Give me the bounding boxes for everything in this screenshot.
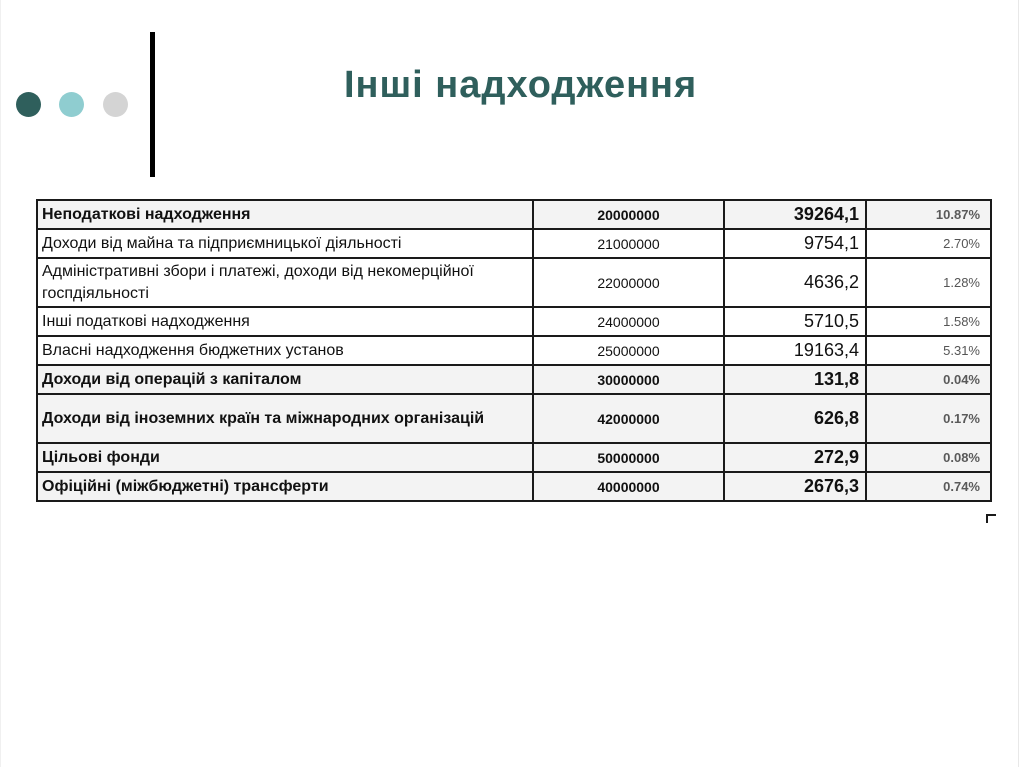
row-name: Адміністративні збори і платежі, доходи від некомерційної госпдіяльності — [37, 258, 533, 307]
gray-dot-icon — [103, 92, 128, 117]
page-title: Інші надходження — [344, 64, 698, 106]
row-code: 25000000 — [533, 336, 724, 365]
row-value: 131,8 — [724, 365, 866, 394]
row-name: Інші податкові надходження — [37, 307, 533, 336]
row-percent: 1.28% — [866, 258, 991, 307]
row-name: Офіційні (міжбюджетні) трансферти — [37, 472, 533, 501]
row-percent: 0.04% — [866, 365, 991, 394]
table-row — [37, 307, 991, 336]
table-row — [37, 336, 991, 365]
slide-border-right — [1018, 0, 1019, 767]
row-code: 22000000 — [533, 258, 724, 307]
row-name: Доходи від майна та підприємницької діяльності — [37, 229, 533, 258]
row-percent: 10.87% — [866, 200, 991, 229]
row-code: 42000000 — [533, 394, 724, 443]
row-value: 39264,1 — [724, 200, 866, 229]
table-row — [37, 472, 991, 501]
slide-border-left — [0, 0, 1, 767]
revenue-table-container — [36, 199, 990, 502]
row-value: 5710,5 — [724, 307, 866, 336]
table-row — [37, 443, 991, 472]
revenue-table — [36, 199, 992, 502]
row-code: 20000000 — [533, 200, 724, 229]
row-value: 626,8 — [724, 394, 866, 443]
row-percent: 5.31% — [866, 336, 991, 365]
row-code: 24000000 — [533, 307, 724, 336]
row-code: 50000000 — [533, 443, 724, 472]
table-row — [37, 394, 991, 443]
row-value: 9754,1 — [724, 229, 866, 258]
row-percent: 0.17% — [866, 394, 991, 443]
title-divider-bar — [150, 32, 155, 177]
row-value: 272,9 — [724, 443, 866, 472]
table-row — [37, 365, 991, 394]
table-row — [37, 258, 991, 307]
dark-teal-dot-icon — [16, 92, 41, 117]
light-teal-dot-icon — [59, 92, 84, 117]
row-name: Неподаткові надходження — [37, 200, 533, 229]
row-percent: 0.74% — [866, 472, 991, 501]
row-name: Цільові фонди — [37, 443, 533, 472]
row-percent: 0.08% — [866, 443, 991, 472]
row-name: Доходи від іноземних країн та міжнародних організацій — [37, 394, 533, 443]
table-corner-mark — [986, 514, 996, 523]
row-percent: 1.58% — [866, 307, 991, 336]
row-code: 21000000 — [533, 229, 724, 258]
row-value: 2676,3 — [724, 472, 866, 501]
table-row — [37, 200, 991, 229]
row-percent: 2.70% — [866, 229, 991, 258]
row-code: 40000000 — [533, 472, 724, 501]
row-name: Доходи від операцій з капіталом — [37, 365, 533, 394]
table-row — [37, 229, 991, 258]
row-code: 30000000 — [533, 365, 724, 394]
row-value: 19163,4 — [724, 336, 866, 365]
row-name: Власні надходження бюджетних установ — [37, 336, 533, 365]
row-value: 4636,2 — [724, 258, 866, 307]
